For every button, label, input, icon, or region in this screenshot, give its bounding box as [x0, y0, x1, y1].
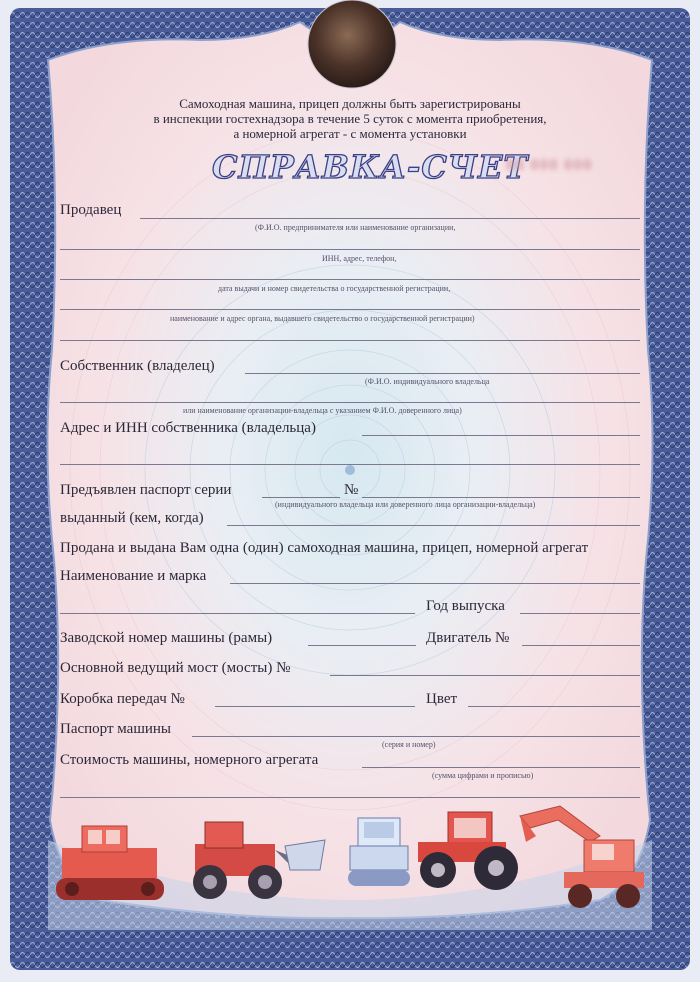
passport-number-line[interactable]	[362, 497, 640, 498]
gearbox-label: Коробка передач №	[60, 691, 185, 707]
owner-address-label: Адрес и ИНН собственника (владельца)	[60, 420, 316, 436]
name-brand-label: Наименование и марка	[60, 568, 207, 584]
owner-label: Собственник (владелец)	[60, 358, 215, 374]
frame-number-label: Заводской номер машины (рамы)	[60, 630, 273, 646]
cost-line-2[interactable]	[60, 797, 640, 798]
cost-caption: (сумма цифрами и прописью)	[432, 771, 534, 780]
year-label: Год выпуска	[426, 598, 505, 614]
color-label: Цвет	[426, 691, 458, 707]
cost-label: Стоимость машины, номерного агрегата	[60, 752, 319, 768]
seller-caption-1: (Ф.И.О. предпринимателя или наименование организации,	[255, 223, 456, 232]
seller-line-3[interactable]	[60, 279, 640, 280]
gearbox-line[interactable]	[215, 706, 415, 707]
seller-caption-2: ИНН, адрес, телефон,	[322, 254, 397, 263]
machine-passport-line[interactable]	[192, 736, 640, 737]
name-brand-line[interactable]	[230, 583, 640, 584]
passport-number-label: №	[344, 482, 359, 498]
owner-caption-1: (Ф.И.О. индивидуального владельца	[365, 377, 490, 386]
axle-line[interactable]	[330, 675, 640, 676]
engine-label: Двигатель №	[426, 630, 510, 646]
owner-line[interactable]	[245, 373, 640, 374]
axle-label: Основной ведущий мост (мосты) №	[60, 660, 291, 676]
frame-number-line[interactable]	[308, 645, 416, 646]
header-line-3: а номерной агрегат - с момента установки	[233, 126, 467, 141]
serial-number: 88 000 000	[506, 155, 593, 174]
owner-address-line[interactable]	[362, 435, 640, 436]
name-brand-line-2[interactable]	[60, 613, 415, 614]
document-title: СПРАВКА-СЧЕТ	[212, 148, 529, 186]
color-line[interactable]	[468, 706, 640, 707]
seller-line-2[interactable]	[60, 249, 640, 250]
owner-address-line-2[interactable]	[60, 464, 640, 465]
machine-passport-caption: (серия и номер)	[382, 740, 436, 749]
seller-line-5[interactable]	[60, 340, 640, 341]
owner-caption-2: или наименование организации-владельца с указанием Ф.И.О. доверенного лица)	[183, 406, 462, 415]
header-line-2: в инспекции гостехнадзора в течение 5 суток с момента приобретения,	[153, 111, 547, 126]
passport-series-line[interactable]	[262, 497, 340, 498]
year-line[interactable]	[520, 613, 640, 614]
sale-statement: Продана и выдана Вам одна (один) самоходная машина, прицеп, номерной агрегат	[60, 540, 589, 556]
cost-line[interactable]	[362, 767, 640, 768]
machine-passport-label: Паспорт машины	[60, 721, 172, 737]
passport-issued-line[interactable]	[227, 525, 640, 526]
passport-series-label: Предъявлен паспорт серии	[60, 482, 232, 498]
seller-line-4[interactable]	[60, 309, 640, 310]
passport-issued-label: выданный (кем, когда)	[60, 510, 204, 526]
seller-label: Продавец	[60, 202, 122, 218]
owner-line-2[interactable]	[60, 402, 640, 403]
passport-caption: (индивидуального владельца или доверенного лица организации-владельца)	[275, 500, 536, 509]
seller-caption-4: наименование и адрес органа, выдавшего свидетельство о государственной регистрации)	[170, 314, 475, 323]
engine-line[interactable]	[522, 645, 640, 646]
header-line-1: Самоходная машина, прицеп должны быть зарегистрированы	[179, 96, 521, 111]
seller-caption-3: дата выдачи и номер свидетельства о государственной регистрации,	[218, 284, 451, 293]
seller-line[interactable]	[140, 218, 640, 219]
